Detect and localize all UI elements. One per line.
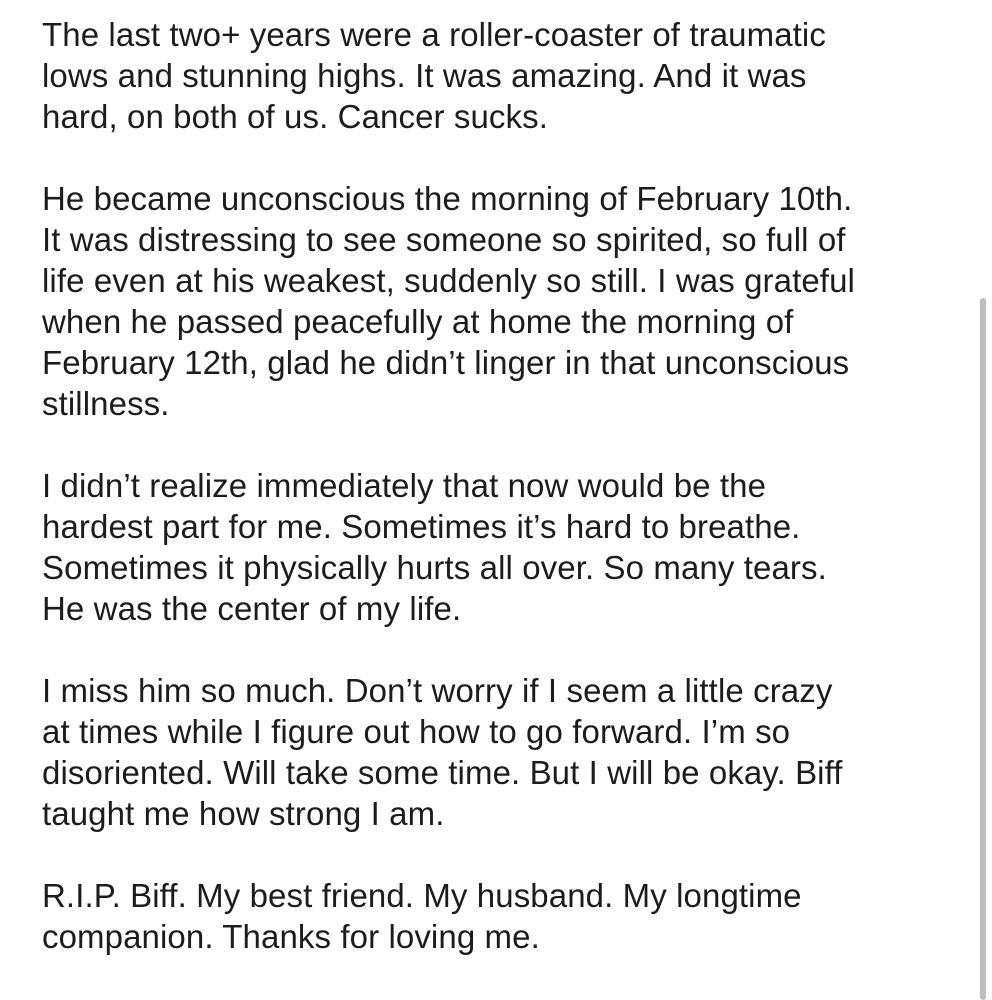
post-paragraph: The last two+ years were a roller-coaster of traumatic lows and stunning highs. It was amazing. And it was hard, on both of us. Cancer sucks. <box>42 16 826 135</box>
post-body <box>42 14 957 957</box>
post-paragraph: He became unconscious the morning of February 10th. It was distressing to see someone so spirited, so full of life even at his weakest, suddenly so still. I was grateful when he passed peacefully at home the morning of February 12th, glad he didn’t linger in that unconscious stillness. <box>42 180 855 422</box>
scrollbar-thumb[interactable] <box>980 298 986 1000</box>
post-paragraph: R.I.P. Biff. My best friend. My husband. My longtime companion. Thanks for loving me. <box>42 877 802 955</box>
post-paragraph: I didn’t realize immediately that now would be the hardest part for me. Sometimes it’s hard to breathe. Sometimes it physically hurts all over. So many tears. He was the center of my life. <box>42 467 827 627</box>
paragraph-spacer <box>42 629 957 670</box>
paragraph-spacer <box>42 137 957 178</box>
scrollbar[interactable] <box>978 0 992 1000</box>
paragraph-spacer <box>42 424 957 465</box>
paragraph-spacer <box>42 834 957 875</box>
post-paragraph: I miss him so much. Don’t worry if I seem a little crazy at times while I figure out how to go forward. I’m so disoriented. Will take some time. But I will be okay. Biff taught me how strong I am. <box>42 672 843 832</box>
